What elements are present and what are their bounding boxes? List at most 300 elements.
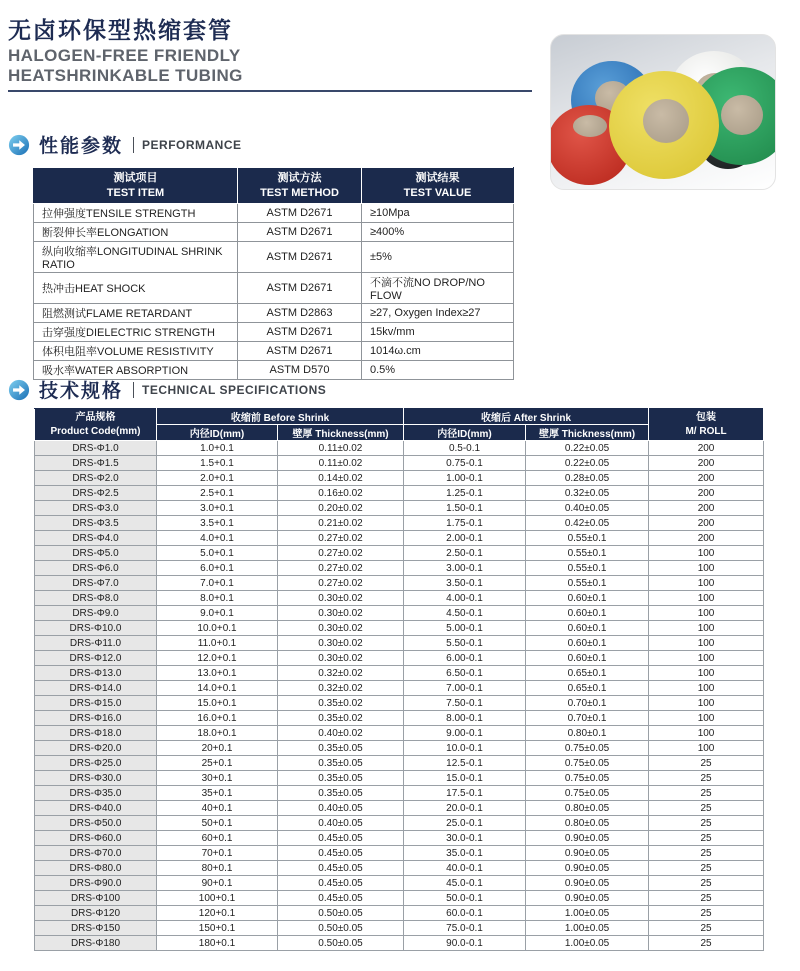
spec-cell-before-thickness: 0.30±0.02 bbox=[278, 591, 404, 606]
spec-cell-after-id: 1.75-0.1 bbox=[404, 516, 526, 531]
spec-cell-m-roll: 25 bbox=[649, 756, 764, 771]
spec-cell-after-id: 2.00-0.1 bbox=[404, 531, 526, 546]
spec-cell-after-thickness: 0.28±0.05 bbox=[526, 471, 649, 486]
spec-cell-before-id: 1.0+0.1 bbox=[157, 441, 278, 456]
specifications-table-row bbox=[35, 606, 764, 621]
spec-cell-product-code: DRS-Φ2.5 bbox=[35, 486, 157, 501]
spec-cell-after-thickness: 1.00±0.05 bbox=[526, 921, 649, 936]
perf-cell-item: 击穿强度DIELECTRIC STRENGTH bbox=[34, 323, 238, 342]
spec-cell-m-roll: 100 bbox=[649, 561, 764, 576]
performance-table-row bbox=[34, 342, 514, 361]
header-divider bbox=[8, 90, 532, 92]
section-title-divider bbox=[133, 137, 134, 153]
spec-cell-after-thickness: 0.90±0.05 bbox=[526, 876, 649, 891]
spec-cell-after-id: 35.0-0.1 bbox=[404, 846, 526, 861]
spec-cell-before-id: 11.0+0.1 bbox=[157, 636, 278, 651]
spec-cell-after-thickness: 0.90±0.05 bbox=[526, 846, 649, 861]
specifications-table-row bbox=[35, 531, 764, 546]
spec-cell-product-code: DRS-Φ15.0 bbox=[35, 696, 157, 711]
performance-table-row bbox=[34, 273, 514, 304]
spec-cell-m-roll: 25 bbox=[649, 831, 764, 846]
specs-col-before-thickness: 壁厚 Thickness(mm) bbox=[278, 425, 404, 441]
specifications-table-row bbox=[35, 786, 764, 801]
spec-cell-before-id: 25+0.1 bbox=[157, 756, 278, 771]
spec-cell-product-code: DRS-Φ1.5 bbox=[35, 456, 157, 471]
spec-cell-before-id: 40+0.1 bbox=[157, 801, 278, 816]
spec-cell-before-thickness: 0.35±0.05 bbox=[278, 741, 404, 756]
spec-cell-after-id: 15.0-0.1 bbox=[404, 771, 526, 786]
spec-cell-after-thickness: 0.42±0.05 bbox=[526, 516, 649, 531]
spec-cell-m-roll: 25 bbox=[649, 816, 764, 831]
specifications-table-row bbox=[35, 906, 764, 921]
spec-cell-after-thickness: 0.80±0.1 bbox=[526, 726, 649, 741]
spec-cell-after-thickness: 0.65±0.1 bbox=[526, 666, 649, 681]
spec-cell-before-id: 150+0.1 bbox=[157, 921, 278, 936]
spec-cell-product-code: DRS-Φ3.5 bbox=[35, 516, 157, 531]
spec-cell-before-id: 12.0+0.1 bbox=[157, 651, 278, 666]
spec-cell-after-id: 6.50-0.1 bbox=[404, 666, 526, 681]
specifications-table-row bbox=[35, 816, 764, 831]
spec-cell-product-code: DRS-Φ5.0 bbox=[35, 546, 157, 561]
spec-cell-before-thickness: 0.27±0.02 bbox=[278, 531, 404, 546]
spec-cell-m-roll: 25 bbox=[649, 801, 764, 816]
spec-cell-before-thickness: 0.30±0.02 bbox=[278, 621, 404, 636]
perf-cell-value: 15kv/mm bbox=[362, 323, 514, 342]
spec-cell-m-roll: 100 bbox=[649, 681, 764, 696]
perf-cell-item: 热冲击HEAT SHOCK bbox=[34, 273, 238, 304]
specifications-table-row bbox=[35, 576, 764, 591]
spec-cell-before-thickness: 0.45±0.05 bbox=[278, 831, 404, 846]
spec-cell-after-thickness: 0.80±0.05 bbox=[526, 801, 649, 816]
spec-cell-before-thickness: 0.50±0.05 bbox=[278, 906, 404, 921]
spec-cell-after-id: 45.0-0.1 bbox=[404, 876, 526, 891]
specifications-table-body bbox=[35, 441, 764, 951]
spec-cell-before-id: 35+0.1 bbox=[157, 786, 278, 801]
spec-cell-after-thickness: 0.60±0.1 bbox=[526, 591, 649, 606]
perf-cell-method: ASTM D2863 bbox=[238, 304, 362, 323]
specifications-table-row bbox=[35, 891, 764, 906]
spec-cell-product-code: DRS-Φ8.0 bbox=[35, 591, 157, 606]
specifications-table-row bbox=[35, 696, 764, 711]
specifications-table-row bbox=[35, 936, 764, 951]
spec-cell-product-code: DRS-Φ25.0 bbox=[35, 756, 157, 771]
spec-cell-m-roll: 100 bbox=[649, 741, 764, 756]
spec-cell-product-code: DRS-Φ40.0 bbox=[35, 801, 157, 816]
spec-cell-m-roll: 25 bbox=[649, 906, 764, 921]
spec-cell-after-thickness: 0.70±0.1 bbox=[526, 711, 649, 726]
specifications-table-row bbox=[35, 921, 764, 936]
spec-cell-before-id: 13.0+0.1 bbox=[157, 666, 278, 681]
perf-cell-value: ≥27, Oxygen Index≥27 bbox=[362, 304, 514, 323]
spec-cell-m-roll: 200 bbox=[649, 501, 764, 516]
performance-table-row bbox=[34, 204, 514, 223]
perf-col-test-item: 测试项目 TEST ITEM bbox=[34, 168, 238, 204]
spec-cell-product-code: DRS-Φ4.0 bbox=[35, 531, 157, 546]
specifications-table-row bbox=[35, 621, 764, 636]
spec-cell-product-code: DRS-Φ13.0 bbox=[35, 666, 157, 681]
perf-cell-method: ASTM D570 bbox=[238, 361, 362, 380]
spec-cell-after-thickness: 0.75±0.05 bbox=[526, 756, 649, 771]
spec-cell-product-code: DRS-Φ2.0 bbox=[35, 471, 157, 486]
spec-cell-before-id: 8.0+0.1 bbox=[157, 591, 278, 606]
spec-cell-before-id: 5.0+0.1 bbox=[157, 546, 278, 561]
spec-cell-after-id: 25.0-0.1 bbox=[404, 816, 526, 831]
spec-cell-product-code: DRS-Φ80.0 bbox=[35, 861, 157, 876]
spec-cell-product-code: DRS-Φ10.0 bbox=[35, 621, 157, 636]
specifications-table-row bbox=[35, 756, 764, 771]
spec-cell-after-id: 7.50-0.1 bbox=[404, 696, 526, 711]
spec-cell-m-roll: 200 bbox=[649, 456, 764, 471]
spec-cell-after-thickness: 0.32±0.05 bbox=[526, 486, 649, 501]
spec-cell-product-code: DRS-Φ150 bbox=[35, 921, 157, 936]
specifications-table-row bbox=[35, 441, 764, 456]
spec-cell-before-thickness: 0.27±0.02 bbox=[278, 561, 404, 576]
spec-cell-after-id: 30.0-0.1 bbox=[404, 831, 526, 846]
spec-cell-m-roll: 100 bbox=[649, 696, 764, 711]
performance-table-row bbox=[34, 304, 514, 323]
spec-cell-after-thickness: 0.55±0.1 bbox=[526, 531, 649, 546]
perf-cell-item: 拉伸强度TENSILE STRENGTH bbox=[34, 204, 238, 223]
spec-cell-before-id: 180+0.1 bbox=[157, 936, 278, 951]
specs-group-after-shrink: 收缩后 After Shrink bbox=[404, 409, 649, 425]
spec-cell-before-thickness: 0.35±0.02 bbox=[278, 711, 404, 726]
spec-cell-m-roll: 25 bbox=[649, 876, 764, 891]
spec-cell-after-thickness: 0.80±0.05 bbox=[526, 816, 649, 831]
performance-table-body bbox=[34, 204, 514, 380]
spec-cell-after-thickness: 0.22±0.05 bbox=[526, 441, 649, 456]
perf-cell-value: ≥400% bbox=[362, 223, 514, 242]
spec-cell-after-id: 50.0-0.1 bbox=[404, 891, 526, 906]
spec-cell-m-roll: 100 bbox=[649, 546, 764, 561]
specifications-table-row bbox=[35, 741, 764, 756]
spec-cell-before-id: 9.0+0.1 bbox=[157, 606, 278, 621]
spec-cell-before-id: 100+0.1 bbox=[157, 891, 278, 906]
perf-col-test-value: 测试结果 TEST VALUE bbox=[362, 168, 514, 204]
spec-cell-product-code: DRS-Φ20.0 bbox=[35, 741, 157, 756]
spec-cell-after-id: 90.0-0.1 bbox=[404, 936, 526, 951]
perf-cell-value: 1014ω.cm bbox=[362, 342, 514, 361]
spec-cell-m-roll: 25 bbox=[649, 861, 764, 876]
spec-cell-after-thickness: 0.90±0.05 bbox=[526, 831, 649, 846]
spec-cell-before-id: 2.0+0.1 bbox=[157, 471, 278, 486]
spec-cell-before-thickness: 0.40±0.05 bbox=[278, 801, 404, 816]
spec-cell-m-roll: 200 bbox=[649, 516, 764, 531]
spec-cell-m-roll: 200 bbox=[649, 441, 764, 456]
perf-cell-method: ASTM D2671 bbox=[238, 204, 362, 223]
spec-cell-product-code: DRS-Φ11.0 bbox=[35, 636, 157, 651]
section-performance-title-cn: 性能参数 bbox=[39, 136, 124, 157]
spec-cell-m-roll: 100 bbox=[649, 636, 764, 651]
specifications-table bbox=[34, 408, 764, 951]
spec-cell-before-id: 30+0.1 bbox=[157, 771, 278, 786]
perf-cell-value: ±5% bbox=[362, 242, 514, 273]
spec-cell-after-id: 17.5-0.1 bbox=[404, 786, 526, 801]
specs-col-m-roll: 包装 M/ ROLL bbox=[649, 409, 764, 441]
spec-cell-before-id: 18.0+0.1 bbox=[157, 726, 278, 741]
spec-cell-m-roll: 100 bbox=[649, 666, 764, 681]
spec-cell-m-roll: 200 bbox=[649, 531, 764, 546]
specifications-table-row bbox=[35, 771, 764, 786]
specs-col-after-id: 内径ID(mm) bbox=[404, 425, 526, 441]
spec-cell-after-thickness: 0.60±0.1 bbox=[526, 651, 649, 666]
spec-cell-before-thickness: 0.35±0.02 bbox=[278, 696, 404, 711]
spec-cell-before-thickness: 0.35±0.05 bbox=[278, 771, 404, 786]
spec-cell-m-roll: 200 bbox=[649, 486, 764, 501]
spec-cell-before-id: 3.5+0.1 bbox=[157, 516, 278, 531]
spec-cell-after-thickness: 0.75±0.05 bbox=[526, 786, 649, 801]
specifications-table-row bbox=[35, 726, 764, 741]
spec-cell-before-id: 70+0.1 bbox=[157, 846, 278, 861]
perf-col-test-method: 测试方法 TEST METHOD bbox=[238, 168, 362, 204]
specifications-table-row bbox=[35, 561, 764, 576]
spec-cell-before-thickness: 0.32±0.02 bbox=[278, 681, 404, 696]
specs-col-product-code: 产品规格 Product Code(mm) bbox=[35, 409, 157, 441]
specifications-table-row bbox=[35, 636, 764, 651]
spec-cell-before-thickness: 0.30±0.02 bbox=[278, 636, 404, 651]
specifications-table-row bbox=[35, 831, 764, 846]
spec-cell-after-id: 9.00-0.1 bbox=[404, 726, 526, 741]
specs-col-before-id: 内径ID(mm) bbox=[157, 425, 278, 441]
section-title-divider bbox=[133, 382, 134, 398]
spec-cell-m-roll: 100 bbox=[649, 651, 764, 666]
section-specs-title-en: TECHNICAL SPECIFICATIONS bbox=[142, 382, 327, 397]
spec-cell-after-id: 3.50-0.1 bbox=[404, 576, 526, 591]
spec-cell-product-code: DRS-Φ1.0 bbox=[35, 441, 157, 456]
perf-cell-method: ASTM D2671 bbox=[238, 273, 362, 304]
spec-cell-before-id: 20+0.1 bbox=[157, 741, 278, 756]
spec-cell-m-roll: 25 bbox=[649, 921, 764, 936]
spec-cell-after-id: 3.00-0.1 bbox=[404, 561, 526, 576]
specifications-table-row bbox=[35, 846, 764, 861]
spec-cell-before-id: 15.0+0.1 bbox=[157, 696, 278, 711]
spec-cell-after-thickness: 0.90±0.05 bbox=[526, 861, 649, 876]
spec-cell-product-code: DRS-Φ30.0 bbox=[35, 771, 157, 786]
spec-cell-before-id: 3.0+0.1 bbox=[157, 501, 278, 516]
specs-col-after-thickness: 壁厚 Thickness(mm) bbox=[526, 425, 649, 441]
perf-cell-item: 体积电阻率VOLUME RESISTIVITY bbox=[34, 342, 238, 361]
spec-cell-product-code: DRS-Φ90.0 bbox=[35, 876, 157, 891]
spec-cell-product-code: DRS-Φ9.0 bbox=[35, 606, 157, 621]
spec-cell-product-code: DRS-Φ120 bbox=[35, 906, 157, 921]
spec-cell-after-id: 4.50-0.1 bbox=[404, 606, 526, 621]
spec-cell-after-id: 20.0-0.1 bbox=[404, 801, 526, 816]
spec-cell-after-thickness: 0.40±0.05 bbox=[526, 501, 649, 516]
subtitle-line-1: HALOGEN-FREE FRIENDLY bbox=[8, 46, 241, 65]
spec-cell-product-code: DRS-Φ6.0 bbox=[35, 561, 157, 576]
spec-cell-after-id: 60.0-0.1 bbox=[404, 906, 526, 921]
spec-cell-after-thickness: 0.22±0.05 bbox=[526, 456, 649, 471]
spec-cell-m-roll: 25 bbox=[649, 891, 764, 906]
spec-cell-before-thickness: 0.35±0.05 bbox=[278, 786, 404, 801]
product-photo bbox=[550, 34, 776, 190]
spec-cell-after-thickness: 0.55±0.1 bbox=[526, 561, 649, 576]
spec-cell-before-id: 60+0.1 bbox=[157, 831, 278, 846]
performance-table-row bbox=[34, 323, 514, 342]
specifications-table-row bbox=[35, 876, 764, 891]
spec-cell-after-id: 0.75-0.1 bbox=[404, 456, 526, 471]
specifications-table-row bbox=[35, 501, 764, 516]
spec-cell-before-thickness: 0.11±0.02 bbox=[278, 441, 404, 456]
spec-cell-after-id: 0.5-0.1 bbox=[404, 441, 526, 456]
spec-cell-after-id: 8.00-0.1 bbox=[404, 711, 526, 726]
spec-cell-m-roll: 200 bbox=[649, 471, 764, 486]
perf-cell-method: ASTM D2671 bbox=[238, 223, 362, 242]
spec-cell-after-thickness: 0.90±0.05 bbox=[526, 891, 649, 906]
spec-cell-before-thickness: 0.27±0.02 bbox=[278, 546, 404, 561]
specifications-table-row bbox=[35, 456, 764, 471]
perf-cell-method: ASTM D2671 bbox=[238, 342, 362, 361]
perf-cell-item: 阻燃测试FLAME RETARDANT bbox=[34, 304, 238, 323]
perf-cell-item: 断裂伸长率ELONGATION bbox=[34, 223, 238, 242]
spec-cell-product-code: DRS-Φ100 bbox=[35, 891, 157, 906]
specifications-table-row bbox=[35, 651, 764, 666]
spec-cell-product-code: DRS-Φ12.0 bbox=[35, 651, 157, 666]
spec-cell-product-code: DRS-Φ180 bbox=[35, 936, 157, 951]
spec-cell-before-id: 90+0.1 bbox=[157, 876, 278, 891]
spec-cell-product-code: DRS-Φ35.0 bbox=[35, 786, 157, 801]
spec-cell-after-id: 75.0-0.1 bbox=[404, 921, 526, 936]
specifications-table-row bbox=[35, 861, 764, 876]
spec-cell-product-code: DRS-Φ16.0 bbox=[35, 711, 157, 726]
spec-cell-m-roll: 100 bbox=[649, 606, 764, 621]
spec-cell-before-thickness: 0.50±0.05 bbox=[278, 936, 404, 951]
specifications-table-row bbox=[35, 591, 764, 606]
spec-cell-after-id: 7.00-0.1 bbox=[404, 681, 526, 696]
spec-cell-before-thickness: 0.14±0.02 bbox=[278, 471, 404, 486]
section-performance-title-en: PERFORMANCE bbox=[142, 137, 242, 152]
spec-cell-after-id: 1.00-0.1 bbox=[404, 471, 526, 486]
spec-cell-before-id: 80+0.1 bbox=[157, 861, 278, 876]
spec-cell-m-roll: 100 bbox=[649, 711, 764, 726]
spec-cell-before-id: 16.0+0.1 bbox=[157, 711, 278, 726]
spec-cell-product-code: DRS-Φ60.0 bbox=[35, 831, 157, 846]
spec-cell-after-thickness: 1.00±0.05 bbox=[526, 906, 649, 921]
spec-cell-before-id: 4.0+0.1 bbox=[157, 531, 278, 546]
spec-cell-before-thickness: 0.32±0.02 bbox=[278, 666, 404, 681]
spec-cell-after-thickness: 1.00±0.05 bbox=[526, 936, 649, 951]
spec-cell-before-thickness: 0.45±0.05 bbox=[278, 876, 404, 891]
spec-cell-after-id: 10.0-0.1 bbox=[404, 741, 526, 756]
spec-cell-m-roll: 100 bbox=[649, 591, 764, 606]
spec-cell-before-thickness: 0.35±0.05 bbox=[278, 756, 404, 771]
spec-cell-after-id: 2.50-0.1 bbox=[404, 546, 526, 561]
spec-cell-m-roll: 25 bbox=[649, 786, 764, 801]
specifications-table-row bbox=[35, 471, 764, 486]
specifications-table-row bbox=[35, 546, 764, 561]
specs-header-row-1 bbox=[35, 409, 764, 425]
spec-cell-after-thickness: 0.60±0.1 bbox=[526, 606, 649, 621]
spec-cell-m-roll: 100 bbox=[649, 576, 764, 591]
spec-cell-after-thickness: 0.65±0.1 bbox=[526, 681, 649, 696]
spec-cell-after-id: 40.0-0.1 bbox=[404, 861, 526, 876]
spec-cell-before-thickness: 0.45±0.05 bbox=[278, 861, 404, 876]
spec-cell-product-code: DRS-Φ3.0 bbox=[35, 501, 157, 516]
spec-cell-product-code: DRS-Φ18.0 bbox=[35, 726, 157, 741]
perf-cell-method: ASTM D2671 bbox=[238, 242, 362, 273]
perf-cell-item: 纵向收缩率LONGITUDINAL SHRINK RATIO bbox=[34, 242, 238, 273]
specifications-table-row bbox=[35, 516, 764, 531]
section-performance-header bbox=[8, 131, 242, 158]
performance-table-row bbox=[34, 242, 514, 273]
spec-cell-after-thickness: 0.55±0.1 bbox=[526, 546, 649, 561]
spec-cell-before-id: 14.0+0.1 bbox=[157, 681, 278, 696]
spec-cell-m-roll: 25 bbox=[649, 936, 764, 951]
spec-cell-after-id: 12.5-0.1 bbox=[404, 756, 526, 771]
spec-cell-after-id: 1.50-0.1 bbox=[404, 501, 526, 516]
spec-cell-after-thickness: 0.75±0.05 bbox=[526, 771, 649, 786]
performance-header-row bbox=[34, 168, 514, 204]
specifications-table-row bbox=[35, 801, 764, 816]
spec-cell-after-thickness: 0.55±0.1 bbox=[526, 576, 649, 591]
spec-cell-before-thickness: 0.16±0.02 bbox=[278, 486, 404, 501]
page-title: 无卤环保型热缩套管 bbox=[8, 17, 233, 43]
spec-cell-m-roll: 25 bbox=[649, 771, 764, 786]
spec-cell-after-id: 4.00-0.1 bbox=[404, 591, 526, 606]
spec-cell-before-thickness: 0.45±0.05 bbox=[278, 891, 404, 906]
spec-cell-after-id: 5.50-0.1 bbox=[404, 636, 526, 651]
spec-cell-before-thickness: 0.30±0.02 bbox=[278, 651, 404, 666]
performance-table bbox=[33, 167, 514, 380]
spec-cell-after-thickness: 0.60±0.1 bbox=[526, 621, 649, 636]
section-specs-title-cn: 技术规格 bbox=[39, 381, 124, 402]
spec-cell-after-thickness: 0.70±0.1 bbox=[526, 696, 649, 711]
spec-cell-before-thickness: 0.50±0.05 bbox=[278, 921, 404, 936]
spec-cell-product-code: DRS-Φ14.0 bbox=[35, 681, 157, 696]
specifications-table-row bbox=[35, 666, 764, 681]
spec-cell-before-id: 6.0+0.1 bbox=[157, 561, 278, 576]
perf-cell-value: 不滴不流NO DROP/NO FLOW bbox=[362, 273, 514, 304]
arrow-circle-icon bbox=[8, 134, 30, 156]
spec-cell-before-thickness: 0.11±0.02 bbox=[278, 456, 404, 471]
perf-cell-method: ASTM D2671 bbox=[238, 323, 362, 342]
performance-table-row bbox=[34, 223, 514, 242]
spec-cell-after-id: 1.25-0.1 bbox=[404, 486, 526, 501]
spec-cell-before-thickness: 0.40±0.02 bbox=[278, 726, 404, 741]
subtitle-line-2: HEATSHRINKABLE TUBING bbox=[8, 66, 243, 85]
spec-cell-after-thickness: 0.75±0.05 bbox=[526, 741, 649, 756]
specifications-table-row bbox=[35, 711, 764, 726]
spec-cell-product-code: DRS-Φ7.0 bbox=[35, 576, 157, 591]
spec-cell-before-thickness: 0.40±0.05 bbox=[278, 816, 404, 831]
spec-cell-product-code: DRS-Φ70.0 bbox=[35, 846, 157, 861]
spec-cell-before-id: 2.5+0.1 bbox=[157, 486, 278, 501]
spec-cell-before-id: 50+0.1 bbox=[157, 816, 278, 831]
specifications-table-row bbox=[35, 681, 764, 696]
perf-cell-item: 吸水率WATER ABSORPTION bbox=[34, 361, 238, 380]
spec-cell-before-thickness: 0.27±0.02 bbox=[278, 576, 404, 591]
perf-cell-value: 0.5% bbox=[362, 361, 514, 380]
spec-cell-after-id: 6.00-0.1 bbox=[404, 651, 526, 666]
tubing-roll-yellow bbox=[609, 71, 719, 179]
arrow-circle-icon bbox=[8, 379, 30, 401]
spec-cell-before-thickness: 0.45±0.05 bbox=[278, 846, 404, 861]
perf-cell-value: ≥10Mpa bbox=[362, 204, 514, 223]
spec-cell-before-id: 120+0.1 bbox=[157, 906, 278, 921]
spec-cell-product-code: DRS-Φ50.0 bbox=[35, 816, 157, 831]
spec-cell-before-thickness: 0.21±0.02 bbox=[278, 516, 404, 531]
spec-cell-before-thickness: 0.20±0.02 bbox=[278, 501, 404, 516]
spec-cell-m-roll: 100 bbox=[649, 621, 764, 636]
specifications-table-row bbox=[35, 486, 764, 501]
spec-cell-before-thickness: 0.30±0.02 bbox=[278, 606, 404, 621]
spec-cell-m-roll: 100 bbox=[649, 726, 764, 741]
specs-group-before-shrink: 收缩前 Before Shrink bbox=[157, 409, 404, 425]
spec-cell-before-id: 7.0+0.1 bbox=[157, 576, 278, 591]
spec-cell-before-id: 1.5+0.1 bbox=[157, 456, 278, 471]
spec-cell-after-thickness: 0.60±0.1 bbox=[526, 636, 649, 651]
spec-cell-after-id: 5.00-0.1 bbox=[404, 621, 526, 636]
page-subtitle bbox=[8, 46, 243, 86]
